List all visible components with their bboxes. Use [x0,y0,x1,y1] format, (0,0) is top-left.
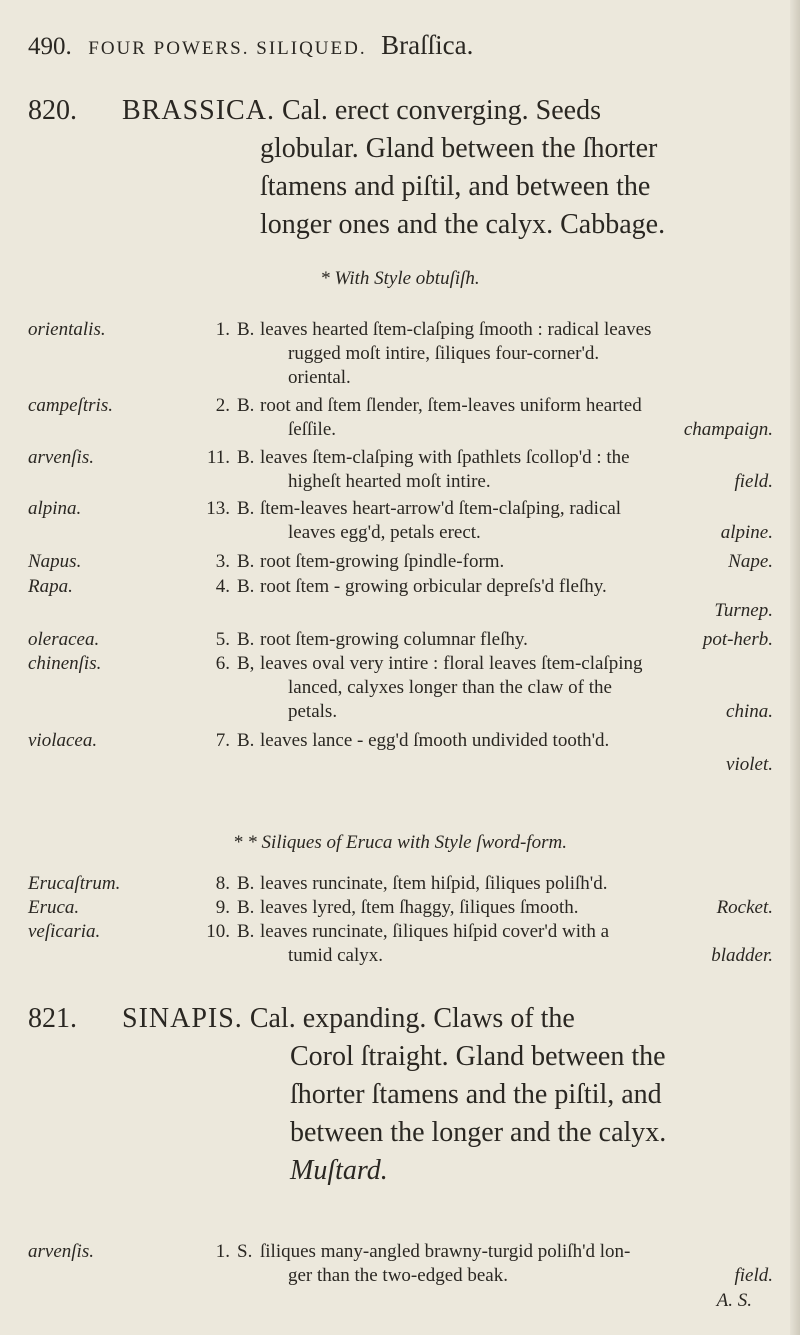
genus-abbreviation: B. [237,498,255,519]
description-line: leaves hearted ſtem-claſping ſmooth : radical leaves [260,319,652,340]
species-number: 8. [215,873,230,894]
species-name: Erucaſtrum. [28,873,121,894]
genus-description-line: Cal. expanding. Claws of the [249,1003,575,1034]
species-description [260,920,773,968]
description-line: lanced, calyxes longer than the claw of the [288,677,612,698]
species-entry [28,896,773,920]
description-line: leaves oval very intire : floral leaves ſtem-claſping [260,653,643,674]
section-title: FOUR POWERS. SILIQUED. [88,38,367,59]
description-line: root ſtem-growing columnar fleſhy. pot-herb. [260,629,773,650]
genus-name: SINAPIS. [122,1003,243,1034]
species-name: Eruca. [28,897,80,918]
genus-abbreviation: B. [237,576,255,597]
genus-description-line: ſtamens and piſtil, and between the [260,171,651,202]
species-entry [28,628,773,652]
species-name: alpina. [28,498,82,519]
genus-name: BRASSICA. [122,95,275,126]
species-description [260,1240,773,1288]
genus-sinapis [28,1000,768,1190]
genus-abbreviation: B. [237,629,255,650]
species-entry [28,318,773,390]
description-line: ger than the two-edged beak. field. [288,1265,773,1286]
genus-abbreviation: B. [237,730,255,751]
species-number: 5. [215,629,230,650]
description-line [260,599,773,623]
page-number: 490. [28,33,72,60]
species-name: Rapa. [28,576,73,597]
species-entry [28,1240,773,1288]
species-number: 9. [215,897,230,918]
section-heading: * With Style obtuſiſh. [320,268,480,289]
description-line: oriental. [288,367,351,388]
english-name: champaign. [683,419,773,440]
description-line: leaves egg'd, petals erect. alpine. [288,522,773,543]
genus-abbreviation: B. [237,447,255,468]
description-line: ſeſſile. champaign. [288,419,773,440]
description-line: petals. china. [288,701,773,722]
species-entry [28,446,773,494]
page-edge [790,0,800,1335]
species-entry [28,652,773,724]
species-entry [28,872,773,896]
description-line: leaves lance - egg'd ſmooth undivided tooth'd. [260,730,610,751]
species-description [260,628,773,652]
species-number: 13. [206,498,230,519]
genus-abbreviation: B. [237,395,255,416]
description-line: higheſt hearted moſt intire. field. [288,471,773,492]
description-line: root ſtem-growing ſpindle-form. Nape. [260,551,773,572]
species-entry [28,550,773,574]
species-description [260,575,773,623]
description-line: ſtem-leaves heart-arrow'd ſtem-claſping, radical [260,498,622,519]
species-entry [28,497,773,545]
description-line: root ſtem - growing orbicular depreſs'd fleſhy. [260,576,607,597]
english-name: Nape. [728,551,773,572]
description-line: root and ſtem ſlender, ſtem-leaves uniform hearted [260,395,642,416]
english-name: pot-herb. [702,629,773,650]
species-description [260,394,773,442]
species-description [260,446,773,494]
english-name: alpine. [720,522,773,543]
description-line: leaves lyred, ſtem ſhaggy, ſiliques ſmooth. Rocket. [260,897,773,918]
species-number: 6. [215,653,230,674]
genus-abbreviation: S. [237,1241,253,1262]
genus-abbreviation: B. [237,873,255,894]
species-name: arvenſis. [28,1241,94,1262]
description-line: ſiliques many-angled brawny-turgid poliſh'd lon- [260,1241,631,1262]
species-description [260,550,773,574]
genus-description-line: Corol ſtraight. Gland between the [290,1041,666,1072]
species-entry [28,394,773,442]
genus-common-name: Muſtard. [290,1155,388,1186]
genus-description-line: Cal. erect converging. Seeds [281,95,601,126]
species-description [260,896,773,920]
species-number: 1. [215,1241,230,1262]
genus-abbreviation: B. [237,921,255,942]
species-description [260,652,773,724]
description-line [260,753,773,777]
english-name: Turnep. [714,600,773,621]
genus-abbreviation: B. [237,551,255,572]
species-description [260,872,773,896]
species-name: Napus. [28,551,82,572]
species-number: 10. [206,921,230,942]
description-line: leaves runcinate, ſtem hiſpid, ſiliques poliſh'd. [260,873,608,894]
description-line: leaves ſtem-claſping with ſpathlets ſcollop'd : the [260,447,630,468]
section-heading: * * Siliques of Eruca with Style ſword-form. [233,832,567,853]
species-description [260,497,773,545]
description-line: leaves runcinate, ſiliques hiſpid cover'd with a [260,921,610,942]
species-name: orientalis. [28,319,106,340]
species-description [260,318,773,390]
genus-number: 820. [28,95,77,126]
species-description [260,729,773,777]
genus-number: 821. [28,1003,77,1034]
english-name: field. [734,1265,773,1286]
english-name: field. [734,471,773,492]
genus-description-line: longer ones and the calyx. Cabbage. [260,209,666,240]
species-entry [28,575,773,623]
genus-description-line: globular. Gland between the ſhorter [260,133,658,164]
genus-description-line: ſhorter ſtamens and the piſtil, and [290,1079,662,1110]
genus-abbreviation: B. [237,319,255,340]
running-head [28,30,760,61]
genus-abbreviation: B, [237,653,255,674]
family-name: Braſſica. [381,30,474,60]
species-name: oleracea. [28,629,100,650]
species-number: 7. [215,730,230,751]
genus-description-line: between the longer and the calyx. [290,1117,667,1148]
species-entry [28,729,773,777]
species-number: 1. [215,319,230,340]
description-line: rugged moſt intire, ſiliques four-corner'd. [288,343,600,364]
description-line: tumid calyx. bladder. [288,945,773,966]
species-entry [28,920,773,968]
species-number: 11. [206,447,230,468]
species-number: 2. [215,395,230,416]
english-name: violet. [726,754,773,775]
species-name: arvenſis. [28,447,94,468]
genus-abbreviation: B. [237,897,255,918]
english-name: china. [726,701,773,722]
species-name: campeſtris. [28,395,113,416]
signature-mark: A. S. [716,1290,752,1311]
english-name: bladder. [711,945,773,966]
genus-brassica [28,92,768,244]
species-number: 3. [215,551,230,572]
species-name: violacea. [28,730,98,751]
species-number: 4. [215,576,230,597]
species-name: chinenſis. [28,653,102,674]
english-name: Rocket. [716,897,773,918]
species-name: veſicaria. [28,921,101,942]
